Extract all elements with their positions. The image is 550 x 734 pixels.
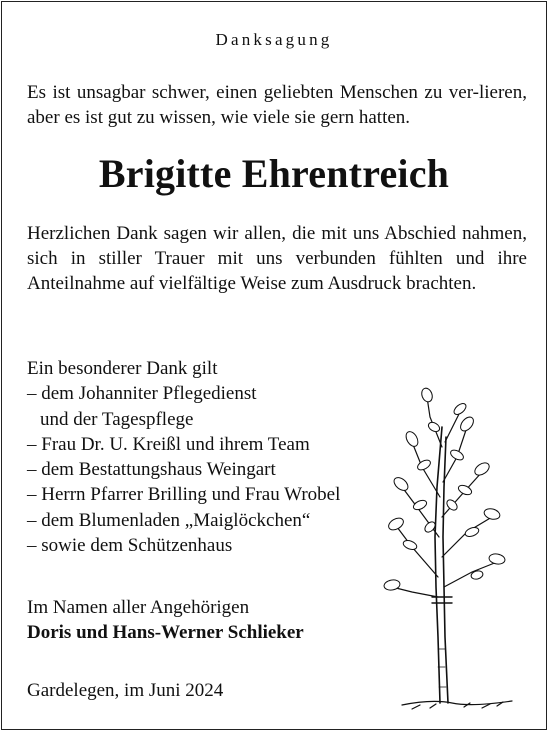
list-item: – dem Johanniter Pflegedienst: [27, 383, 257, 405]
signers: Doris und Hans-Werner Schlieker: [27, 622, 304, 643]
list-item: – Frau Dr. U. Kreißl und ihrem Team: [27, 433, 310, 455]
list-item: – Herrn Pfarrer Brilling und Frau Wrobel: [27, 484, 341, 506]
list-item: – dem Bestattungshaus Weingart: [27, 459, 276, 481]
tree-illustration-icon: [372, 387, 532, 717]
list-item: – sowie dem Schützenhaus: [27, 535, 233, 557]
obituary-notice: [1, 1, 547, 730]
notice-heading: Danksagung: [215, 30, 333, 49]
place-date: Gardelegen, im Juni 2024: [27, 680, 224, 701]
list-item: und der Tagespflege: [40, 408, 194, 430]
intro-text: Es ist unsagbar schwer, einen geliebten Menschen zu ver-lieren, aber es ist gut zu wissen, wie viele sie gern hatten.: [27, 82, 527, 128]
thanks-paragraph: Herzlichen Dank sagen wir allen, die mit uns Abschied nahmen, sich in stiller Trauer mit uns verbunden fühlten und ihre Anteilnahme auf vielfältige Weise zum Ausdruck brachten.: [27, 223, 527, 294]
special-thanks-intro: Ein besonderer Dank gilt: [27, 358, 218, 379]
signature-line: Im Namen aller Angehörigen: [27, 597, 250, 618]
signature-block: [27, 595, 304, 645]
special-thanks-list: [27, 356, 427, 558]
list-item: – dem Blumenladen „Maiglöckchen“: [27, 509, 311, 531]
deceased-name: Brigitte Ehrentreich: [98, 151, 450, 196]
